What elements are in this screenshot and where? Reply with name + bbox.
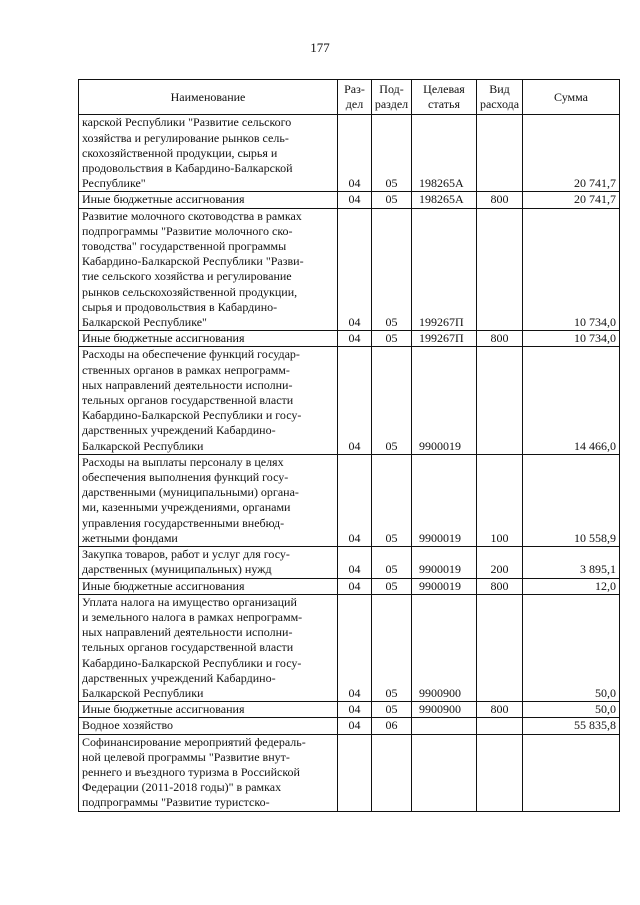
table-row bbox=[79, 578, 620, 594]
header-sum: Сумма bbox=[523, 80, 620, 115]
table-row bbox=[79, 115, 620, 192]
row-podrazdel-cell bbox=[372, 578, 412, 594]
row-razdel-cell bbox=[338, 454, 372, 546]
row-sum-cell bbox=[523, 331, 620, 347]
row-podrazdel-cell bbox=[372, 702, 412, 718]
row-name-cell-text: Уплата налога на имущество организаций и земельного налога в рамках непрограмм- ных направлений деятельности исполни- тельных органов государственной власти Кабардино-Балкарской Республики и госу- дарственных учреждений Кабардино- Балкарской Республики bbox=[82, 594, 303, 700]
row-target-cell bbox=[412, 331, 477, 347]
row-name-cell-text: Иные бюджетные ассигнования bbox=[82, 331, 245, 346]
row-name-cell-text: Развитие молочного скотоводства в рамках подпрограммы "Развитие молочного ско- товодства" государственной программы Кабардино-Балкарской Республики "Разви- тие сельского хозяйства и регулирование рынков сельскохозяйственной продукции, сырья и продовольствия в Кабардино- Балкарской Республике" bbox=[82, 208, 304, 330]
table-row bbox=[79, 547, 620, 578]
row-name-cell-text: Иные бюджетные ассигнования bbox=[82, 578, 245, 593]
row-target-cell-text: 199267П bbox=[419, 315, 464, 330]
row-podrazdel-cell-text: 05 bbox=[385, 192, 398, 207]
row-razdel-cell-text: 04 bbox=[348, 718, 361, 733]
row-vid-cell-text: 800 bbox=[490, 578, 509, 593]
row-podrazdel-cell bbox=[372, 718, 412, 734]
row-target-cell bbox=[412, 718, 477, 734]
row-sum-cell bbox=[523, 547, 620, 578]
row-razdel-cell bbox=[338, 718, 372, 734]
row-target-cell-text: 9900900 bbox=[419, 702, 461, 717]
row-sum-cell bbox=[523, 192, 620, 208]
row-razdel-cell-text: 04 bbox=[348, 685, 361, 700]
row-target-cell bbox=[412, 347, 477, 454]
row-podrazdel-cell bbox=[372, 594, 412, 701]
row-sum-cell bbox=[523, 702, 620, 718]
row-sum-cell bbox=[523, 454, 620, 546]
row-razdel-cell bbox=[338, 734, 372, 811]
row-target-cell-text: 9900019 bbox=[419, 578, 461, 593]
row-razdel-cell bbox=[338, 208, 372, 331]
row-target-cell-text: 9900900 bbox=[419, 685, 461, 700]
row-razdel-cell-text: 04 bbox=[348, 331, 361, 346]
row-target-cell bbox=[412, 734, 477, 811]
row-vid-cell-text: 200 bbox=[490, 562, 509, 577]
row-vid-cell bbox=[477, 702, 523, 718]
row-target-cell bbox=[412, 578, 477, 594]
header-name: Наименование bbox=[79, 80, 338, 115]
row-name-cell-text: Иные бюджетные ассигнования bbox=[82, 192, 245, 207]
row-podrazdel-cell-text: 05 bbox=[385, 176, 398, 191]
row-podrazdel-cell-text: 05 bbox=[385, 530, 398, 545]
row-razdel-cell bbox=[338, 192, 372, 208]
row-vid-cell bbox=[477, 594, 523, 701]
row-podrazdel-cell-text: 05 bbox=[385, 702, 398, 717]
row-sum-cell-text: 10 734,0 bbox=[574, 315, 616, 330]
row-podrazdel-cell-text: 05 bbox=[385, 331, 398, 346]
row-vid-cell bbox=[477, 331, 523, 347]
row-sum-cell-text: 50,0 bbox=[595, 702, 616, 717]
row-name-cell bbox=[79, 702, 338, 718]
row-podrazdel-cell-text: 05 bbox=[385, 685, 398, 700]
row-target-cell-text: 198265А bbox=[419, 192, 464, 207]
row-sum-cell-text: 3 895,1 bbox=[580, 562, 616, 577]
row-podrazdel-cell bbox=[372, 208, 412, 331]
row-razdel-cell-text: 04 bbox=[348, 176, 361, 191]
row-podrazdel-cell bbox=[372, 734, 412, 811]
row-target-cell-text: 9900019 bbox=[419, 438, 461, 453]
row-razdel-cell bbox=[338, 594, 372, 701]
row-target-cell-text: 198265А bbox=[419, 176, 464, 191]
row-razdel-cell-text: 04 bbox=[348, 315, 361, 330]
row-razdel-cell bbox=[338, 547, 372, 578]
row-podrazdel-cell bbox=[372, 115, 412, 192]
row-podrazdel-cell bbox=[372, 547, 412, 578]
header-razdel: Раз- дел bbox=[338, 80, 372, 115]
table-row bbox=[79, 734, 620, 811]
row-vid-cell bbox=[477, 578, 523, 594]
row-podrazdel-cell bbox=[372, 331, 412, 347]
row-name-cell bbox=[79, 331, 338, 347]
table-row bbox=[79, 702, 620, 718]
row-name-cell-text: Расходы на выплаты персоналу в целях обеспечения выполнения функций госу- дарственными (муниципальными) органа- ми, казенными учреждениями, органами управления государственными внебюд- жетными фондами bbox=[82, 454, 299, 545]
row-podrazdel-cell-text: 05 bbox=[385, 562, 398, 577]
row-vid-cell bbox=[477, 208, 523, 331]
row-podrazdel-cell-text: 05 bbox=[385, 315, 398, 330]
row-vid-cell-text: 800 bbox=[490, 331, 509, 346]
row-vid-cell bbox=[477, 115, 523, 192]
row-sum-cell bbox=[523, 718, 620, 734]
row-vid-cell-text: 100 bbox=[490, 530, 509, 545]
page-number: 177 bbox=[310, 40, 330, 55]
row-sum-cell bbox=[523, 347, 620, 454]
budget-table bbox=[78, 79, 620, 812]
row-sum-cell-text: 50,0 bbox=[595, 685, 616, 700]
row-razdel-cell bbox=[338, 347, 372, 454]
row-target-cell bbox=[412, 192, 477, 208]
row-sum-cell bbox=[523, 734, 620, 811]
table-header-row bbox=[79, 80, 620, 115]
table-row bbox=[79, 208, 620, 331]
row-razdel-cell bbox=[338, 115, 372, 192]
table-row bbox=[79, 718, 620, 734]
row-name-cell bbox=[79, 547, 338, 578]
row-podrazdel-cell-text: 06 bbox=[385, 718, 398, 733]
row-podrazdel-cell bbox=[372, 192, 412, 208]
row-razdel-cell-text: 04 bbox=[348, 192, 361, 207]
row-razdel-cell-text: 04 bbox=[348, 562, 361, 577]
row-razdel-cell bbox=[338, 331, 372, 347]
row-target-cell bbox=[412, 454, 477, 546]
row-target-cell-text: 199267П bbox=[419, 331, 464, 346]
row-vid-cell bbox=[477, 347, 523, 454]
row-target-cell-text: 9900019 bbox=[419, 562, 461, 577]
table-row bbox=[79, 192, 620, 208]
row-podrazdel-cell bbox=[372, 454, 412, 546]
row-sum-cell-text: 10 734,0 bbox=[574, 331, 616, 346]
row-name-cell bbox=[79, 734, 338, 811]
row-name-cell-text: Софинансирование мероприятий федераль- ной целевой программы "Развитие внут- реннего и въездного туризма в Российской Федерации (2011-2018 годы)" в рамках подпрограммы "Развитие туристско- bbox=[82, 734, 306, 810]
row-sum-cell-text: 55 835,8 bbox=[574, 718, 616, 733]
row-sum-cell bbox=[523, 208, 620, 331]
row-razdel-cell-text: 04 bbox=[348, 438, 361, 453]
row-razdel-cell bbox=[338, 702, 372, 718]
row-vid-cell bbox=[477, 454, 523, 546]
row-vid-cell-text: 800 bbox=[490, 702, 509, 717]
row-name-cell-text: Расходы на обеспечение функций государ- ственных органов в рамках непрограмм- ных направлений деятельности исполни- тельных органов государственной власти Кабардино-Балкарской Республики и госу- дарственных учреждений Кабардино- Балкарской Республики bbox=[82, 347, 302, 453]
row-name-cell-text: карской Республики "Развитие сельского хозяйства и регулирование рынков сель- скохозяйственной продукции, сырья и продовольствия в Кабардино-Балкарской Республике" bbox=[82, 115, 293, 191]
row-sum-cell bbox=[523, 578, 620, 594]
header-podrazdel: Под- раздел bbox=[372, 80, 412, 115]
row-target-cell bbox=[412, 594, 477, 701]
row-name-cell bbox=[79, 578, 338, 594]
row-vid-cell bbox=[477, 718, 523, 734]
row-name-cell bbox=[79, 192, 338, 208]
row-vid-cell bbox=[477, 734, 523, 811]
row-sum-cell-text: 12,0 bbox=[595, 578, 616, 593]
table-row bbox=[79, 331, 620, 347]
row-sum-cell bbox=[523, 594, 620, 701]
row-name-cell bbox=[79, 594, 338, 701]
row-target-cell-text: 9900019 bbox=[419, 530, 461, 545]
row-razdel-cell-text: 04 bbox=[348, 530, 361, 545]
table-row bbox=[79, 454, 620, 546]
row-name-cell-text: Закупка товаров, работ и услуг для госу- дарственных (муниципальных) нужд bbox=[82, 547, 290, 577]
row-target-cell bbox=[412, 208, 477, 331]
table-row bbox=[79, 347, 620, 454]
row-name-cell-text: Иные бюджетные ассигнования bbox=[82, 702, 245, 717]
row-sum-cell-text: 20 741,7 bbox=[574, 192, 616, 207]
table-body bbox=[79, 115, 620, 811]
row-podrazdel-cell-text: 05 bbox=[385, 578, 398, 593]
row-name-cell bbox=[79, 208, 338, 331]
row-vid-cell bbox=[477, 547, 523, 578]
row-podrazdel-cell-text: 05 bbox=[385, 438, 398, 453]
row-name-cell bbox=[79, 454, 338, 546]
row-sum-cell-text: 20 741,7 bbox=[574, 176, 616, 191]
row-sum-cell-text: 10 558,9 bbox=[574, 530, 616, 545]
row-sum-cell-text: 14 466,0 bbox=[574, 438, 616, 453]
row-vid-cell-text: 800 bbox=[490, 192, 509, 207]
row-target-cell bbox=[412, 702, 477, 718]
row-razdel-cell bbox=[338, 578, 372, 594]
table-row bbox=[79, 594, 620, 701]
row-razdel-cell-text: 04 bbox=[348, 578, 361, 593]
row-name-cell bbox=[79, 718, 338, 734]
row-name-cell bbox=[79, 115, 338, 192]
header-target: Целевая статья bbox=[412, 80, 477, 115]
header-vid: Вид расхода bbox=[477, 80, 523, 115]
row-name-cell bbox=[79, 347, 338, 454]
row-vid-cell bbox=[477, 192, 523, 208]
row-target-cell bbox=[412, 547, 477, 578]
row-name-cell-text: Водное хозяйство bbox=[82, 718, 174, 733]
row-razdel-cell-text: 04 bbox=[348, 702, 361, 717]
row-podrazdel-cell bbox=[372, 347, 412, 454]
row-sum-cell bbox=[523, 115, 620, 192]
row-target-cell bbox=[412, 115, 477, 192]
